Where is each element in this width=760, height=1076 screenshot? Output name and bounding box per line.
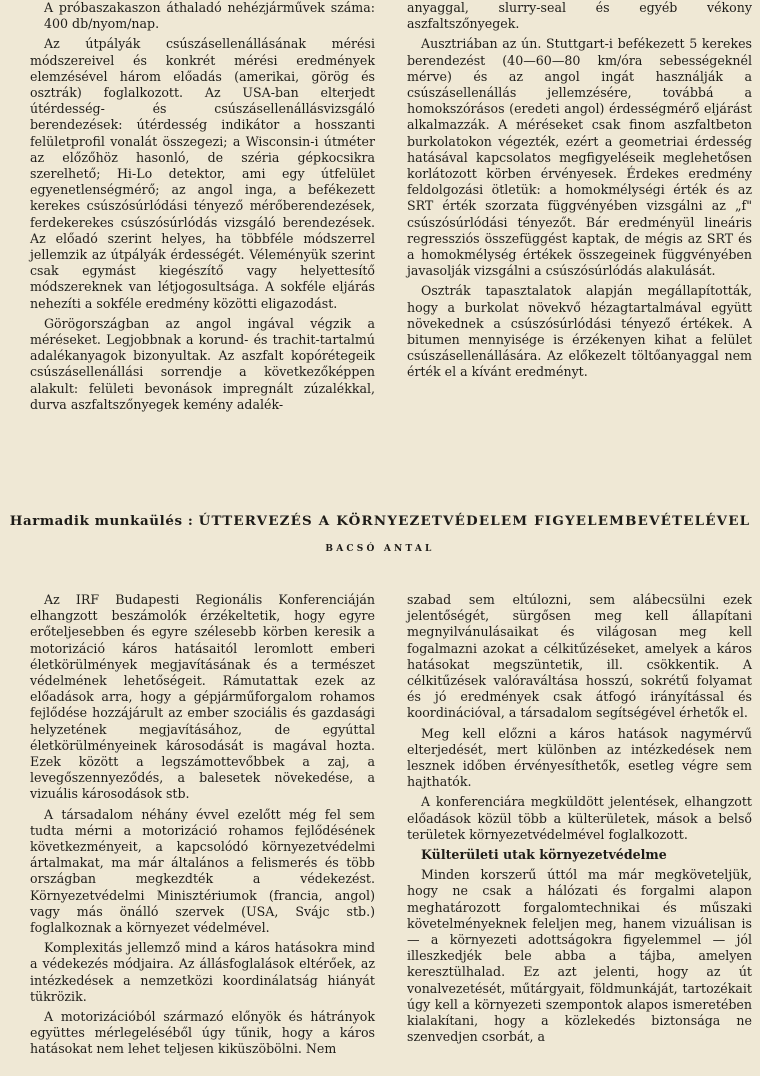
paragraph: szabad sem eltúlozni, sem alábecsülni ezek jelentőségét, sürgősen meg kell állapítani megnyilvánulásaikat és világosan meg kell fogalmazni azokat a célkitűzéseket, amelyek a káros hatásokat megszüntetik, ill. csökkentik. A célkitűzések valóraváltása hosszú, sokrétű folyamat és jó eredmények csak átfogó irányítással és koordinációval, a társadalom segítségével érhetők el.: [407, 592, 752, 721]
paragraph: A próbaszakaszon áthaladó nehézjárművek száma: 400 db/nyom/nap.: [44, 0, 375, 32]
paragraph: Az útpályák csúszásellenállásának mérési módszereivel és konkrét mérési eredmények elemzésével három előadás (amerikai, görög és osztrák) foglalkozott. Az USA-ban elterjedt útérdesség- és csúszásellenállásvizsgáló berendezések: útérdesség indikátor a hosszanti felületprofil vonalát összegezi; a Wisconsin-i útméter az előzőhöz hasonló, de széria gépkocsikra szerelhető; Hi-Lo detektor, ami egy útfelület egyenetlenségmérő; az angol inga, a befékezett kerekes csúszósúrlódási tényező mérőberendezések, ferdekerekes csúszósúrlódás vizsgáló berendezések. Az előadó szerint helyes, ha többféle módszerrel jellemzik az útpályák érdességét. Véleményük szerint csak egymást kiegészítő vagy helyettesítő módszereknek van létjogosultsága. A sokféle eljárás nehezíti a sokféle eredmény közötti eligazodást.: [30, 36, 375, 311]
paragraph: anyaggal, slurry-seal és egyéb vékony aszfaltszőnyegek.: [407, 0, 752, 32]
paragraph: Komplexitás jellemző mind a káros hatásokra mind a védekezés módjaira. Az állásfoglalások eltérőek, az intézkedések a nemzetközi koordinálatság hiányát tükrözik.: [30, 940, 375, 1004]
top-left-column: [30, 0, 375, 417]
subsection-heading: Külterületi utak környezetvédelme: [421, 847, 667, 863]
top-article-columns: [30, 0, 752, 417]
paragraph: A társadalom néhány évvel ezelőtt még fel sem tudta mérni a motorizáció rohamos fejlődésének következményeit, a kapcsolódó környezetvédelmi ártalmakat, ma már általános a felismerés és több országban megkezdték a védekezést. Környezetvédelmi Minisztériumok (francia, angol) vagy más önálló szervek (USA, Svájc stb.) foglalkoznak a környezet védelmével.: [30, 806, 375, 936]
bottom-left-column: [30, 592, 375, 1062]
paragraph: Minden korszerű úttól ma már megköveteljük, hogy ne csak a hálózati és forgalmi alapon meghatározott forgalomtechnikai és műszaki követelményeknek feleljen meg, hanem vizuálisan is — a környezeti adottságokra figyelemmel — jól illeszkedjék bele abba a tájba, amelyen keresztülhalad. Ez azt jelenti, hogy az út vonalvezetését, műtárgyait, földmunkáját, tartozékait úgy kell a környezeti szempontok alapos ismeretében kialakítani, hogy a közlekedés biztonsága ne szenvedjen csorbát, a: [407, 867, 752, 1045]
paragraph: A konferenciára megküldött jelentések, elhangzott előadások közül több a külterületek, mások a belső területek környezetvédelmével foglalkozott.: [407, 794, 752, 842]
paragraph: Az IRF Budapesti Regionális Konferenciáján elhangzott beszámolók érzékeltetik, hogy egyre erőteljesebben és egyre szélesebb körben keresik a motorizáció káros hatásaitól leromlott emberi életkörülmények megjavításának és a természet védelmének lehetőségeit. Rámutattak ezek az előadások arra, hogy a gépjárműforgalom rohamos fejlődése hozzájárult az ember szociális és gazdasági helyzetének megjavításához, de egyúttal életkörülményeinek károsodását is magával hozta. Ezek között a legszámottevőbbek a zaj, a levegőszennyeződés, a balesetek növekedése, a vizuális károsodások stb.: [30, 592, 375, 802]
bottom-article-columns: [30, 592, 752, 1062]
section-heading-prefix: Harmadik munkaülés :: [9, 513, 194, 529]
paragraph: Meg kell előzni a káros hatások nagymérvű elterjedését, mert különben az intézkedések nem lesznek időben érvényesíthetők, esetleg végre sem hajthatók.: [407, 725, 752, 790]
section-heading-title: ÚTTERVEZÉS A KÖRNYEZETVÉDELEM FIGYELEMBEVÉTELÉVEL: [198, 513, 751, 529]
paragraph: A motorizációból származó előnyök és hátrányok együttes mérlegeléséből úgy tűnik, hogy a káros hatásokat nem lehet teljesen kiküszöbölni. Nem: [30, 1009, 375, 1057]
bottom-right-column: [407, 592, 752, 1062]
author-name: BACSÓ ANTAL: [325, 544, 435, 554]
paragraph: Ausztriában az ún. Stuttgart-i befékezett 5 kerekes berendezést (40—60—80 km/óra sebességeknél mérve) és az angol ingát használják a csúszásellenállás jellemzésére, továbbá a homokszórásos (eredeti angol) érdességmérő eljárást alkalmazzák. A méréseket csak finom aszfaltbeton burkolatokon végezték, ezért a geometriai érdesség hatásával kapcsolatos megfigyeléseik meglehetősen korlátozott körben érvényesek. Érdekes eredmény feldolgozási ötletük: a homokmélységi érték és az SRT érték szorzata függvényében vizsgálni az „f" csúszósúrlódási tényezőt. Bár eredményül lineáris regressziós összefüggést kaptak, de mégis az SRT és a homokmélység értékek összegeinek függvényében javasolják vizsgálni a csúszósúrlódás alakulását.: [407, 36, 752, 279]
section-heading: [0, 513, 760, 529]
top-right-column: [407, 0, 752, 417]
paragraph: Görögországban az angol ingával végzik a méréseket. Legjobbnak a korund- és trachit-tartalmú adalékanyagok bizonyultak. Az aszfalt kopórétegeik csúszásellenállási sorrendje a következőképpen alakult: felületi bevonások impregnált zúzalékkal, durva aszfaltszőnyegek kemény adalék-: [30, 315, 375, 412]
paragraph: Osztrák tapasztalatok alapján megállapították, hogy a burkolat növekvő hézagtartalmával együtt növekednek a csúszósúrlódási tényező értékek. A bitumen mennyisége is érzékenyen kihat a felület csúszásellenállására. Az előkezelt töltőanyaggal nem érték el a kívánt eredményt.: [407, 283, 752, 380]
